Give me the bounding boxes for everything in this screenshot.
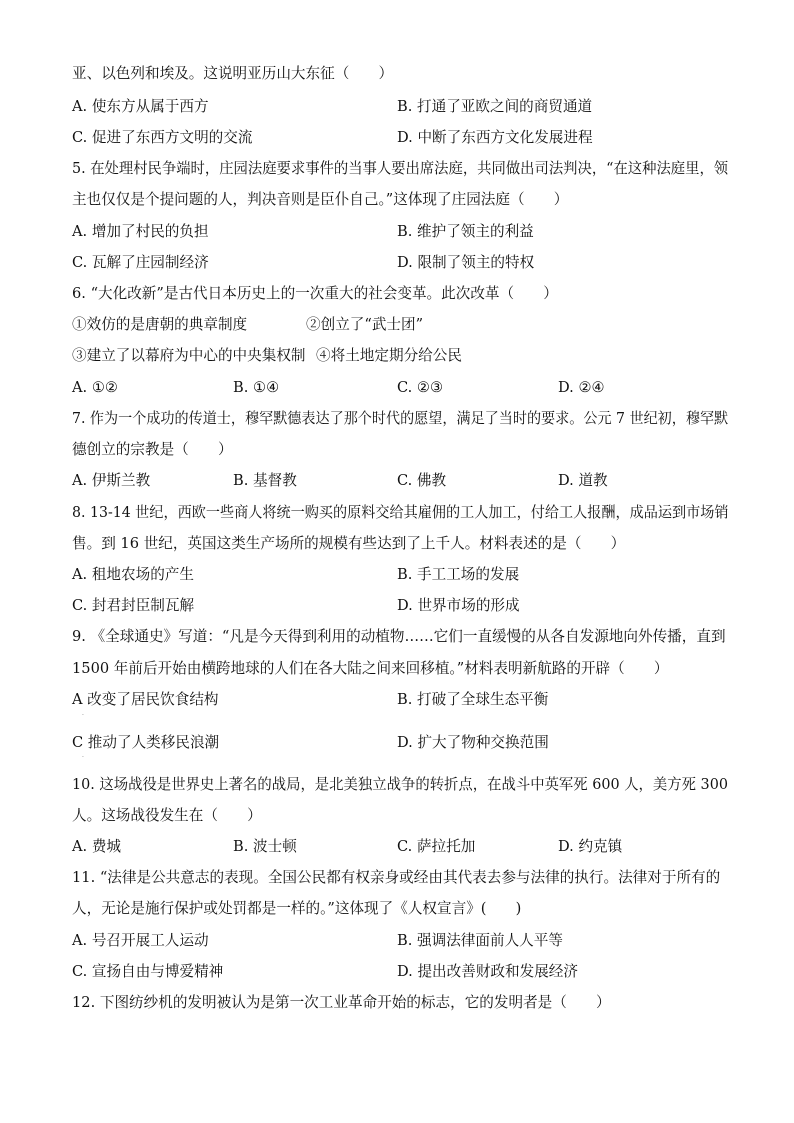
q9-stem-line1: 9. 《全球通史》写道：“凡是今天得到利用的动植物……它们一直缓慢的从各自发源地向外传播，直到 xyxy=(72,628,726,645)
q7-option-a: A. 伊斯兰教 xyxy=(72,472,151,489)
q6-item-4: ④将土地定期分给公民 xyxy=(316,347,462,364)
tick-mark: · xyxy=(82,754,84,761)
q9-option-d: D. 扩大了物种交换范围 xyxy=(397,734,549,751)
q5-option-d: D. 限制了领主的特权 xyxy=(397,254,535,271)
q4-option-a: A. 使东方从属于西方 xyxy=(72,98,209,115)
q6-item-1: ①效仿的是唐朝的典章制度 xyxy=(72,316,248,333)
q8-option-c: C. 封君封臣制瓦解 xyxy=(72,597,195,614)
q4-option-b: B. 打通了亚欧之间的商贸通道 xyxy=(397,98,593,115)
q9-option-c: C 推动了人类移民浪潮 xyxy=(72,734,220,751)
q6-item-2: ②创立了“武士团” xyxy=(306,316,424,333)
q11-option-c: C. 宣扬自由与博爱精神 xyxy=(72,963,224,980)
q9-stem-line2: 1500 年前后开始由横跨地球的人们在各大陆之间来回移植。”材料表明新航路的开辟（ ） xyxy=(72,660,669,677)
q7-stem-line2: 德创立的宗教是（ ） xyxy=(72,441,233,458)
q4-option-d: D. 中断了东西方文化发展进程 xyxy=(397,129,593,146)
q7-stem-line1: 7. 作为一个成功的传道士，穆罕默德表达了那个时代的愿望，满足了当时的要求。公元 7 世纪初，穆罕默 xyxy=(72,410,729,427)
q5-option-b: B. 维护了领主的利益 xyxy=(397,223,534,240)
q10-option-d: D. 约克镇 xyxy=(558,838,623,855)
q10-stem-line2: 人。这场战役发生在（ ） xyxy=(72,807,262,824)
q8-option-a: A. 租地农场的产生 xyxy=(72,566,194,583)
q12-stem: 12. 下图纺纱机的发明被认为是第一次工业革命开始的标志，它的发明者是（ ） xyxy=(72,994,611,1011)
q11-stem-line2: 人，无论是施行保护或处罚都是一样的。”这体现了《人权宣言》( ) xyxy=(72,900,522,917)
q7-option-b: B. 基督教 xyxy=(233,472,297,489)
q5-option-c: C. 瓦解了庄园制经济 xyxy=(72,254,209,271)
q8-stem-line1: 8. 13-14 世纪，西欧一些商人将统一购买的原料交给其雇佣的工人加工，付给工人报酬，成品运到市场销 xyxy=(72,504,729,521)
q7-option-c: C. 佛教 xyxy=(397,472,447,489)
tick-mark: · xyxy=(82,712,84,719)
q10-option-c: C. 萨拉托加 xyxy=(397,838,476,855)
q6-option-c: C. ②③ xyxy=(397,379,444,396)
q8-option-b: B. 手工工场的发展 xyxy=(397,566,520,583)
q11-option-d: D. 提出改善财政和发展经济 xyxy=(397,963,578,980)
q10-option-b: B. 波士顿 xyxy=(233,838,297,855)
q11-option-b: B. 强调法律面前人人平等 xyxy=(397,932,563,949)
q9-option-b: B. 打破了全球生态平衡 xyxy=(397,691,549,708)
q5-stem-line1: 5. 在处理村民争端时，庄园法庭要求事件的当事人要出席法庭，共同做出司法判决，“在这种法庭里，领 xyxy=(72,160,729,177)
q6-item-3: ③建立了以幕府为中心的中央集权制 xyxy=(72,347,306,364)
q7-option-d: D. 道教 xyxy=(558,472,608,489)
q11-stem-line1: 11. “法律是公共意志的表现。全国公民都有权亲身或经由其代表去参与法律的执行。法律对于所有的 xyxy=(72,869,721,886)
q5-option-a: A. 增加了村民的负担 xyxy=(72,223,209,240)
q6-option-a: A. ①② xyxy=(72,379,118,396)
q6-option-b: B. ①④ xyxy=(233,379,280,396)
q8-option-d: D. 世界市场的形成 xyxy=(397,597,520,614)
q4-stem: 亚、以色列和埃及。这说明亚历山大东征（ ） xyxy=(72,65,394,82)
q6-stem: 6. “大化改新”是古代日本历史上的一次重大的社会变革。此次改革（ ） xyxy=(72,285,558,302)
q10-stem-line1: 10. 这场战役是世界史上著名的战局，是北美独立战争的转折点，在战斗中英军死 600 人，美方死 300 xyxy=(72,776,728,793)
q11-option-a: A. 号召开展工人运动 xyxy=(72,932,209,949)
q5-stem-line2: 主也仅仅是个提问题的人，判决音则是臣仆自己。”这体现了庄园法庭（ ） xyxy=(72,191,569,208)
q6-option-d: D. ②④ xyxy=(558,379,605,396)
q10-option-a: A. 费城 xyxy=(72,838,122,855)
q8-stem-line2: 售。到 16 世纪，英国这类生产场所的规模有些达到了上千人。材料表述的是（ ） xyxy=(72,535,626,552)
q4-option-c: C. 促进了东西方文明的交流 xyxy=(72,129,253,146)
q9-option-a: A 改变了居民饮食结构 xyxy=(72,691,219,708)
